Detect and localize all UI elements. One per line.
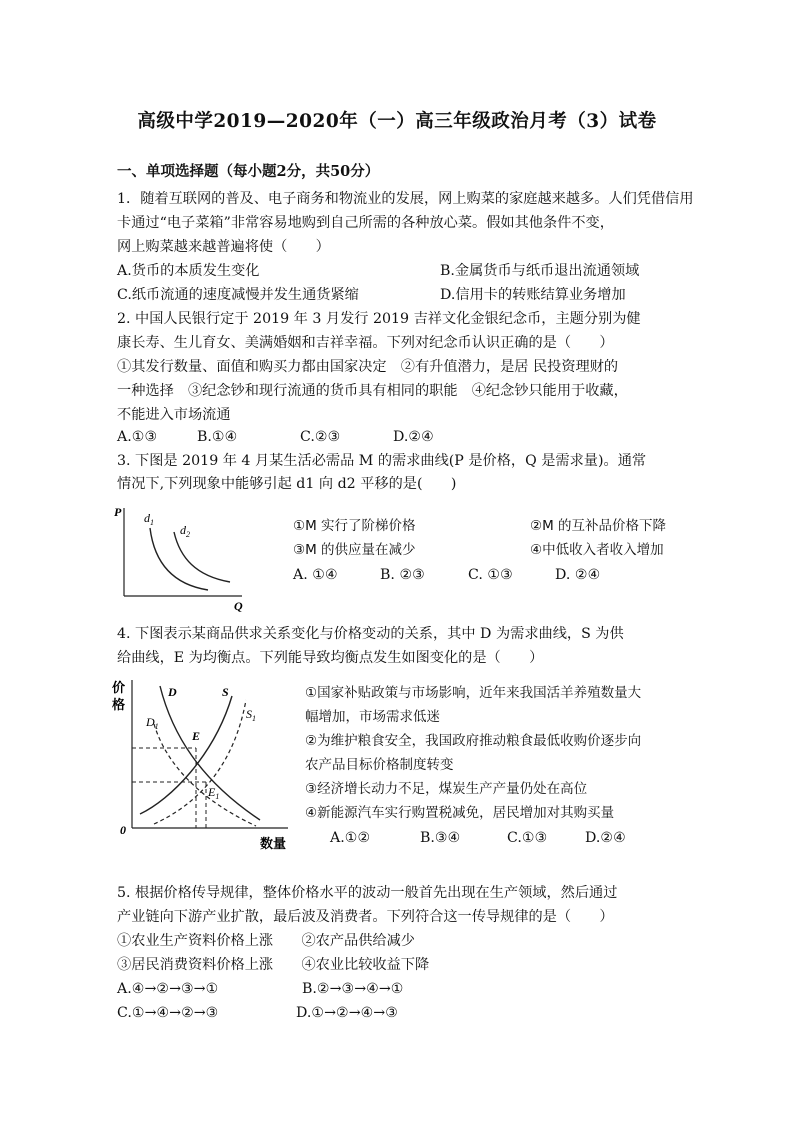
question-2-line-4: 一种选择 ③纪念钞和现行流通的货币具有相同的职能 ④纪念钞只能用于收藏， <box>117 383 628 399</box>
question-5-option-b[interactable]: B.②→③→④→① <box>302 981 404 997</box>
question-3-item-4: ④中低收入者收入增加 <box>530 542 664 558</box>
question-5-option-a[interactable]: A.④→②→③→① <box>117 981 219 997</box>
question-4-line-2: 给曲线，E 为均衡点。下列能导致均衡点发生如图变化的是（ ） <box>117 650 544 666</box>
label-e1: $E_1$ <box>208 785 220 801</box>
curve-d1 <box>150 528 208 590</box>
question-3-item-1: ①M 实行了阶梯价格 <box>293 518 416 534</box>
question-3-item-3: ③M 的供应量在减少 <box>293 542 416 558</box>
question-4-line-1: 4. 下图表示某商品供求关系变化与价格变动的关系，其中 D 为需求曲线，S 为供 <box>117 626 624 642</box>
question-2-line-1: 2. 中国人民银行定于 2019 年 3 月发行 2019 吉祥文化金银纪念币，主题分别为健 <box>117 311 641 327</box>
question-4-option-b[interactable]: B.③④ <box>420 830 461 846</box>
question-5-line-4: ③居民消费资料价格上涨 ④农业比较收益下降 <box>117 957 430 973</box>
question-1-option-d[interactable]: D.信用卡的转账结算业务增加 <box>440 287 626 303</box>
question-3-line-2: 情况下,下列现象中能够引起 d1 向 d2 平移的是( ) <box>117 476 457 492</box>
curve-s1 <box>154 700 246 824</box>
question-1-option-a[interactable]: A.货币的本质发生变化 <box>117 263 260 279</box>
curve-d1 <box>154 724 256 826</box>
axis-label-price-2: 格 <box>112 697 126 712</box>
question-5-line-1: 5. 根据价格传导规律，整体价格水平的波动一般首先出现在生产领域，然后通过 <box>117 885 618 901</box>
question-5-line-3: ①农业生产资料价格上涨 ②农产品供给减少 <box>117 933 415 949</box>
question-2-option-d[interactable]: D.②④ <box>393 429 434 445</box>
question-3-item-2: ②M 的互补品价格下降 <box>530 518 667 534</box>
axis-label-price-1: 价 <box>112 680 126 695</box>
question-3-option-b[interactable]: B. ②③ <box>380 567 425 583</box>
label-s1: $S_1$ <box>246 707 256 723</box>
question-4-item-line-1: ①国家补贴政策与市场影响，近年来我国活羊养殖数量大 <box>305 685 642 701</box>
question-4-item-line-6: ④新能源汽车实行购置税减免，居民增加对其购买量 <box>305 805 615 821</box>
label-e: E <box>192 729 201 743</box>
question-1-line-2: 卡通过“电子菜箱”非常容易地购到自己所需的各种放心菜。假如其他条件不变， <box>117 215 614 231</box>
question-1-line-3: 网上购菜越来越普遍将使（ ） <box>117 239 330 255</box>
question-5-line-2: 产业链向下游产业扩散，最后波及消费者。下列符合这一传导规律的是（ ） <box>117 909 614 925</box>
axis-label-quantity: 数量 <box>260 836 287 851</box>
question-3-line-1: 3. 下图是 2019 年 4 月某生活必需品 M 的需求曲线(P 是价格，Q 是需求量)。通常 <box>117 453 647 469</box>
section-heading: 一、单项选择题（每小题2分，共50分） <box>117 163 380 180</box>
label-s: S <box>222 685 229 699</box>
question-5-option-d[interactable]: D.①→②→④→③ <box>296 1005 398 1021</box>
origin-label: 0 <box>120 823 126 837</box>
label-d1: $d_1$ <box>144 511 154 527</box>
label-d2: $d_2$ <box>180 523 190 539</box>
curve-d2 <box>174 532 230 582</box>
question-4-item-line-5: ③经济增长动力不足，煤炭生产产量仍处在高位 <box>305 781 588 797</box>
label-d1: $D_1$ <box>146 715 159 731</box>
question-4-item-line-4: 农产品目标价格制度转变 <box>305 757 454 773</box>
question-2-option-b[interactable]: B.①④ <box>197 429 238 445</box>
question-1-option-b[interactable]: B.金属货币与纸币退出流通领域 <box>440 263 640 279</box>
question-3-option-d[interactable]: D. ②④ <box>555 567 601 583</box>
question-4-option-d[interactable]: D.②④ <box>585 830 626 846</box>
question-2-line-2: 康长寿、生儿育女、美满婚姻和吉祥幸福。下列对纪念币认识正确的是（ ） <box>117 335 614 351</box>
demand-curve-graph <box>112 502 252 614</box>
question-4-option-a[interactable]: A.①② <box>330 830 371 846</box>
question-1-line-1: 1．随着互联网的普及、电子商务和物流业的发展，网上购菜的家庭越来越多。人们凭借信用 <box>117 191 694 207</box>
question-4-item-line-2: 幅增加，市场需求低迷 <box>305 709 440 725</box>
question-2-line-3: ①其发行数量、面值和购买力都由国家决定 ②有升值潜力，是居 民投资理财的 <box>117 359 619 375</box>
question-4-option-c[interactable]: C.①③ <box>507 830 548 846</box>
axis-label-q: Q <box>234 599 243 613</box>
question-2-option-c[interactable]: C.②③ <box>300 429 341 445</box>
question-5-option-c[interactable]: C.①→④→②→③ <box>117 1005 219 1021</box>
page-title: 高级中学2019—2020年（一）高三年级政治月考（3）试卷 <box>137 111 657 132</box>
label-d: D <box>168 685 177 699</box>
supply-demand-graph <box>110 676 300 852</box>
question-2-option-a[interactable]: A.①③ <box>117 429 158 445</box>
question-2-line-5: 不能进入市场流通 <box>117 407 231 423</box>
question-1-option-c[interactable]: C.纸币流通的速度减慢并发生通货紧缩 <box>117 287 359 303</box>
question-3-option-c[interactable]: C. ①③ <box>468 567 513 583</box>
axis-label-p: P <box>114 505 122 519</box>
question-4-item-line-3: ②为维护粮食安全，我国政府推动粮食最低收购价逐步向 <box>305 733 642 749</box>
question-3-option-a[interactable]: A. ①④ <box>293 567 338 583</box>
